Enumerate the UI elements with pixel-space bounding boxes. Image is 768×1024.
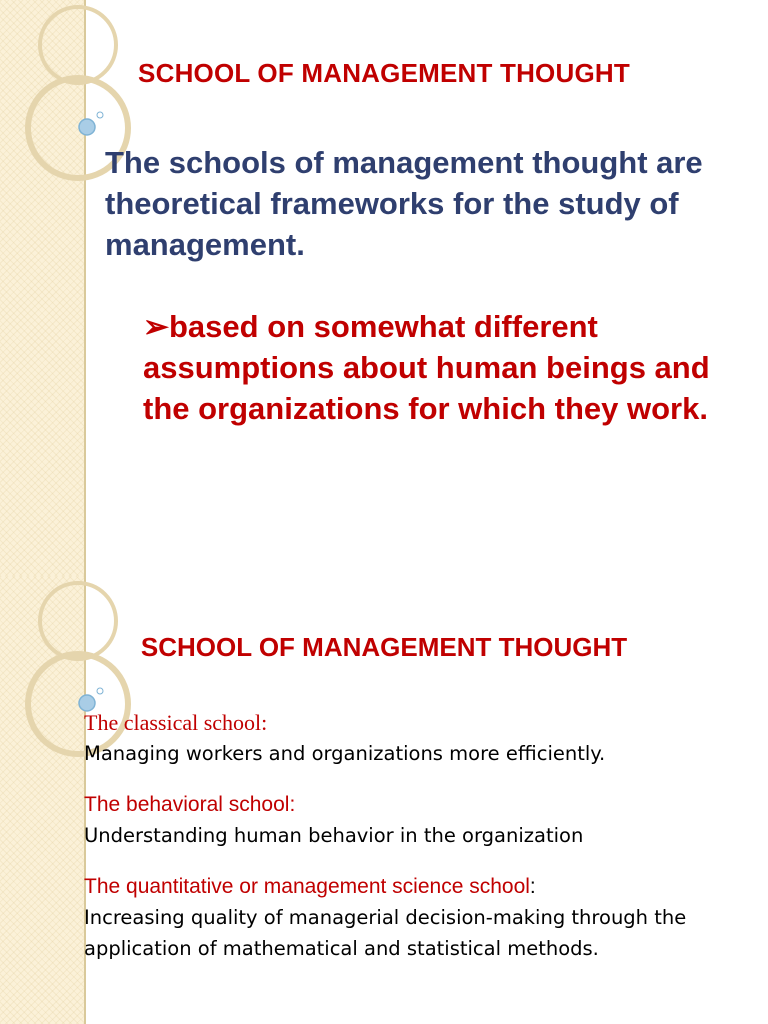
item-description: Managing workers and organizations more efficiently. bbox=[84, 742, 606, 765]
lead-paragraph: The schools of management thought are theoretical frameworks for the study of management. bbox=[105, 145, 703, 262]
school-list bbox=[84, 707, 764, 984]
slide-2 bbox=[0, 576, 768, 1024]
item-heading: The classical school: bbox=[84, 710, 268, 735]
bullet-text: based on somewhat different assumptions about human beings and the organizations for which they work. bbox=[143, 309, 710, 426]
list-item bbox=[84, 707, 764, 769]
list-item bbox=[84, 871, 764, 964]
slide-title: SCHOOL OF MANAGEMENT THOUGHT bbox=[140, 632, 628, 662]
item-description: Understanding human behavior in the organization bbox=[84, 824, 584, 847]
slide-title: SCHOOL OF MANAGEMENT THOUGHT bbox=[138, 58, 630, 88]
arrow-bullet-icon: ➢ bbox=[143, 309, 169, 344]
item-heading-wrapper bbox=[84, 871, 764, 902]
heading-colon: : bbox=[529, 875, 536, 898]
bullet-point bbox=[143, 306, 753, 429]
item-heading: The behavioral school: bbox=[84, 793, 296, 816]
item-heading: The quantitative or management science school bbox=[84, 875, 530, 898]
list-item bbox=[84, 789, 764, 851]
item-description: Increasing quality of managerial decision-making through the application of mathematical and statistical methods. bbox=[84, 906, 687, 960]
